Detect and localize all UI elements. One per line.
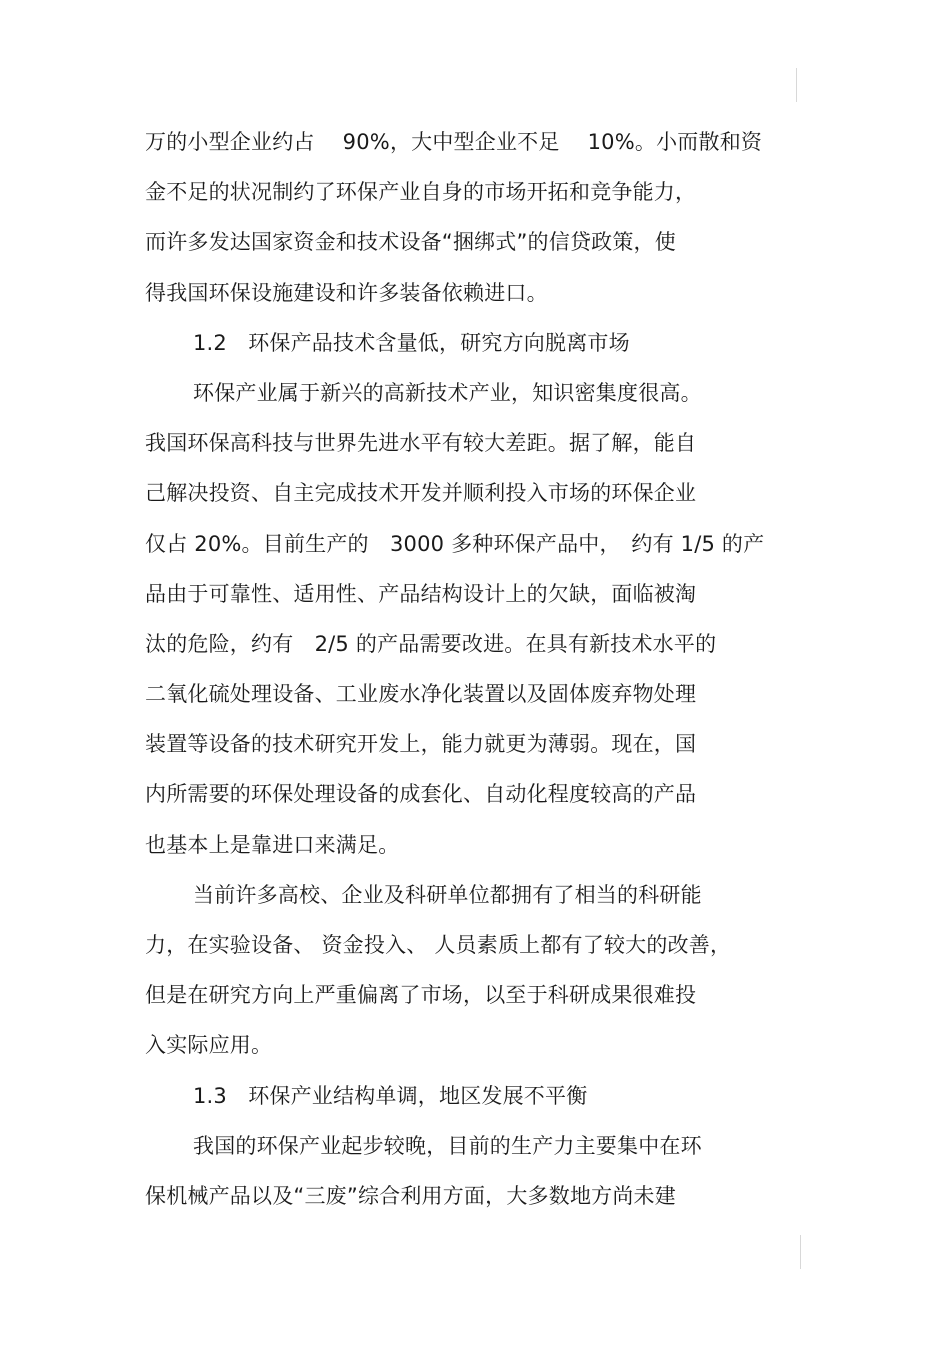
paragraph-line: 而许多发达国家资金和技术设备“捆绑式”的信贷政策，使 — [145, 230, 676, 255]
paragraph-line: 己解决投资、自主完成技术开发并顺利投入市场的环保企业 — [145, 481, 697, 506]
paragraph-line: 我国环保高科技与世界先进水平有较大差距。据了解，能自 — [145, 431, 697, 456]
paragraph-line: 也基本上是靠进口来满足。 — [145, 832, 400, 857]
paragraph-line: 汰的危险，约有 2/5 的产品需要改进。在具有新技术水平的 — [145, 631, 717, 656]
paragraph-line: 环保产业属于新兴的高新技术产业，知识密集度很高。 — [193, 380, 702, 405]
document-body — [145, 120, 825, 1224]
section-heading-1-3: 1.3 环保产业结构单调，地区发展不平衡 — [193, 1083, 588, 1108]
paragraph-line: 装置等设备的技术研究开发上，能力就更为薄弱。现在，国 — [145, 732, 697, 757]
paragraph-line: 金不足的状况制约了环保产业自身的市场开拓和竞争能力， — [145, 180, 697, 205]
paragraph-line: 二氧化硫处理设备、工业废水净化装置以及固体废弃物处理 — [145, 682, 697, 707]
paragraph-line: 力，在实验设备、 资金投入、 人员素质上都有了较大的改善， — [145, 933, 732, 957]
paragraph-line: 品由于可靠性、适用性、产品结构设计上的欠缺，面临被淘 — [145, 581, 697, 606]
paragraph-line: 入实际应用。 — [145, 1033, 273, 1058]
paragraph-line: 当前许多高校、企业及科研单位都拥有了相当的科研能 — [193, 882, 702, 907]
paragraph-line: 我国的环保产业起步较晚，目前的生产力主要集中在环 — [193, 1133, 702, 1158]
paragraph-line: 内所需要的环保处理设备的成套化、自动化程度较高的产品 — [145, 782, 697, 807]
paragraph-line: 但是在研究方向上严重偏离了市场，以至于科研成果很难投 — [145, 983, 697, 1008]
page-edge-mark-bottom — [800, 1235, 801, 1269]
paragraph-line: 得我国环保设施建设和许多装备依赖进口。 — [145, 280, 548, 305]
page-edge-mark-top — [796, 68, 797, 102]
paragraph-line: 万的小型企业约占 90%，大中型企业不足 10%。小而散和资 — [145, 130, 763, 154]
paragraph-line: 保机械产品以及“三废”综合利用方面，大多数地方尚未建 — [145, 1183, 676, 1208]
section-heading-1-2: 1.2 环保产品技术含量低，研究方向脱离市场 — [193, 330, 630, 355]
paragraph-line: 仅占 20%。目前生产的 3000 多种环保产品中， 约有 1/5 的产 — [145, 531, 765, 556]
